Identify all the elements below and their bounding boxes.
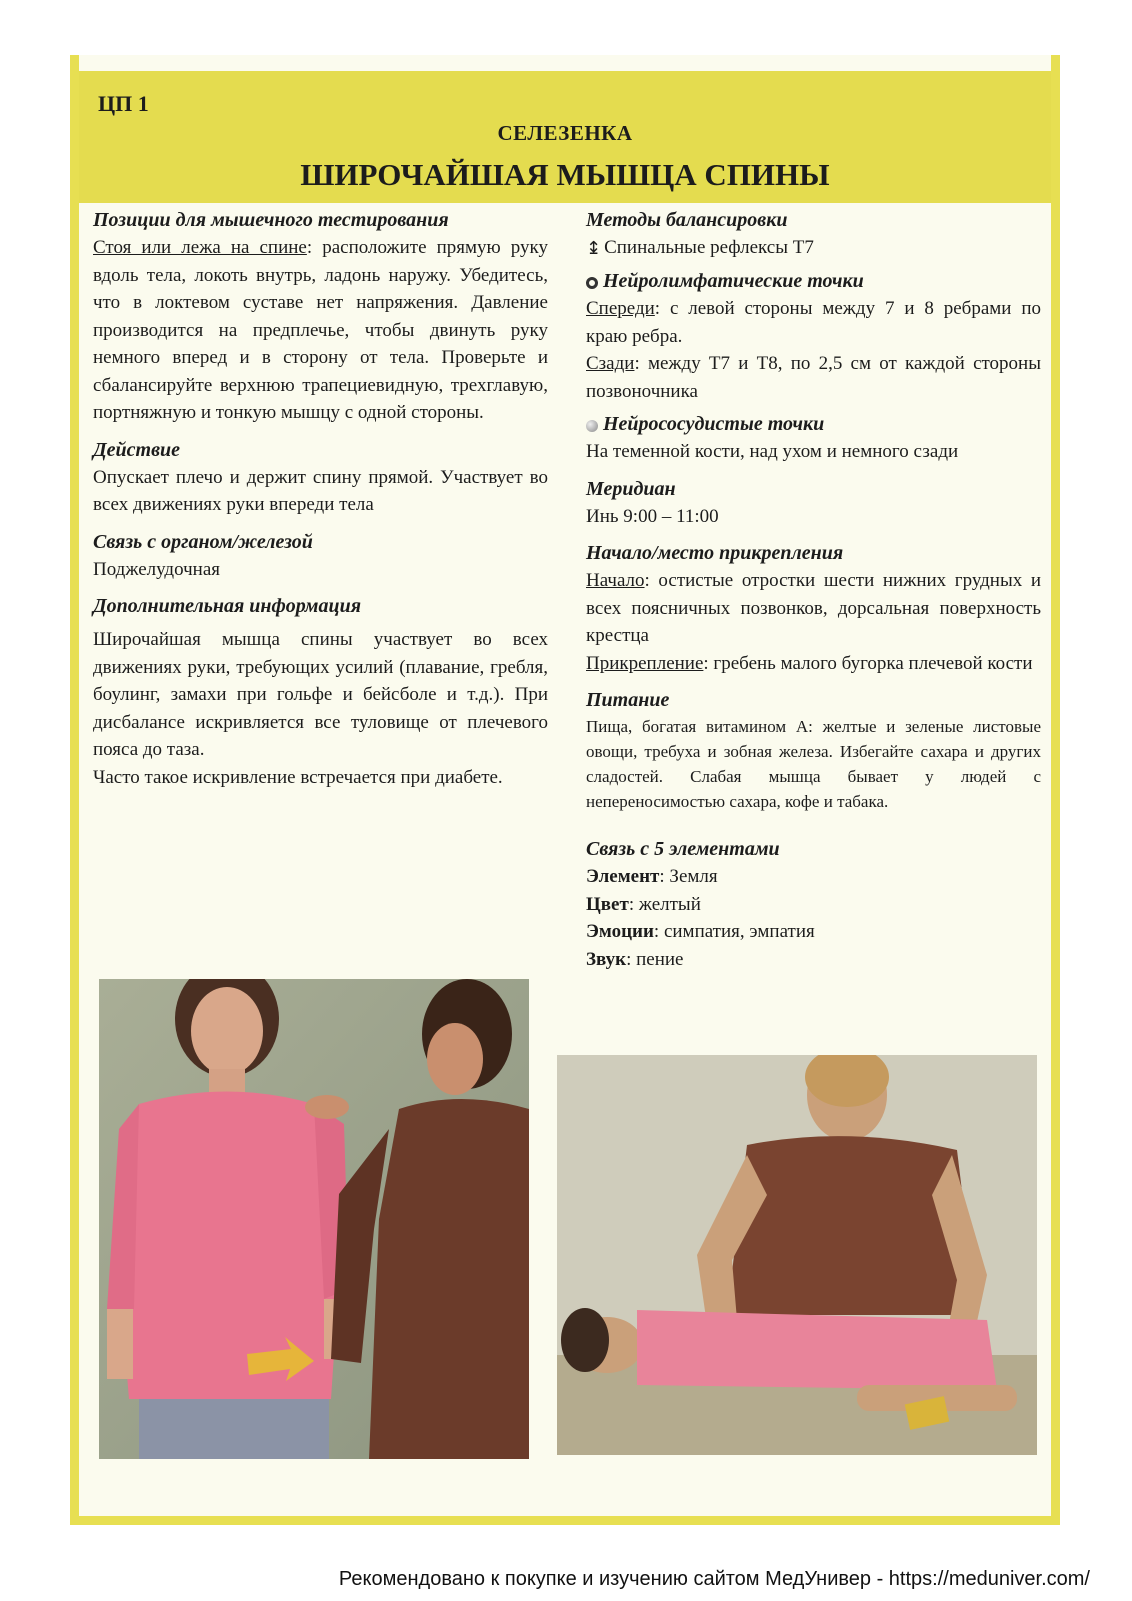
testing-lead: Стоя или лежа на спине [93, 237, 307, 258]
extra-text-2: Часто такое искривление встречается при диабете. [93, 766, 503, 788]
methods-item-text: Спинальные рефлексы Т7 [604, 237, 814, 258]
insertion-label: Прикрепление [586, 652, 704, 674]
testing-text [93, 234, 548, 427]
insertion-text [586, 650, 1041, 678]
emotion-value: : симпатия, эмпатия [653, 921, 815, 943]
elements-heading: Связь с 5 элементами [586, 838, 780, 861]
emotion-label: Эмоции [586, 921, 654, 943]
neurovascular-heading [586, 411, 1041, 438]
left-column [93, 207, 548, 791]
testing-body: : расположите прямую руку вдоль тела, локоть внутрь, ладонь наружу. Убедитесь, что в локтевом суставе нет напряжения. Давление производится на предплечье, чтобы двинуть руку немного вперед и в сторону от тела. Проверьте и сбалансируйте верхнюю трапециевидную, трехглавую, портняжную и тонкую мышцу с одной стороны. [93, 237, 548, 423]
front-text: : с левой стороны между 7 и 8 ребрами по краю ребра. [586, 298, 1041, 347]
origin-heading: Начало/место прикрепления [586, 542, 844, 565]
updown-arrow-icon: ↨ [586, 237, 602, 259]
document-page [70, 55, 1060, 1525]
standing-test-photo [99, 979, 529, 1459]
front-label: Спереди [586, 298, 655, 320]
element-label: Элемент [586, 866, 660, 888]
methods-heading: Методы балансировки [586, 209, 788, 231]
neurovascular-text: На теменной кости, над ухом и немного сзади [586, 441, 959, 463]
color-label: Цвет [586, 893, 629, 915]
muscle-title: ШИРОЧАЙШАЯ МЫШЦА СПИНЫ [300, 157, 830, 192]
ring-icon [586, 277, 598, 289]
color-row [586, 891, 1041, 919]
sound-value: : пение [626, 948, 684, 970]
sound-label: Звук [586, 948, 627, 970]
color-value: : желтый [628, 893, 701, 915]
emotion-row [586, 918, 1041, 946]
testing-heading: Позиции для мышечного тестирования [93, 209, 449, 231]
neurolymph-back [586, 350, 1041, 405]
meridian-heading: Меридиан [586, 477, 676, 500]
neurovascular-title: Нейрососудистые точки [603, 413, 825, 436]
meridian-text: Инь 9:00 – 11:00 [586, 505, 719, 527]
lying-test-illustration [557, 1055, 1037, 1455]
standing-test-illustration [99, 979, 529, 1459]
element-value: : Земля [659, 866, 718, 888]
methods-item [586, 234, 1041, 262]
insertion-body: : гребень малого бугорка плечевой кости [703, 652, 1033, 674]
footer-note: Рекомендовано к покупке и изучению сайтом МедУнивер - https://meduniver.com/ [338, 1568, 1090, 1590]
page-code: ЦП 1 [98, 91, 149, 116]
element-row [586, 863, 1041, 891]
nutrition-text: Пища, богатая витамином А: желтые и зеленые листовые овощи, требуха и зобная железа. Избегайте сахара и других сладостей. Слабая мышца бывает у людей с непереносимостью сахара, кофе и табака. [586, 717, 1041, 812]
sound-row [586, 946, 1041, 974]
right-column [586, 207, 1041, 973]
extra-text-1: Широчайшая мышца спины участвует во всех движениях руки, требующих усилий (плавание, гребля, боулинг, замахи при гольфе и бейсболе и т.д.). При дисбалансе искривляется все туловище от плечевого пояса до таза. [93, 629, 548, 760]
back-label: Сзади [586, 353, 635, 375]
action-heading: Действие [93, 438, 181, 461]
dot-icon [586, 420, 598, 432]
back-text: : между Т7 и Т8, по 2,5 см от каждой стороны позвоночника [586, 353, 1041, 402]
neurolymph-heading [586, 268, 1041, 295]
neurolymph-front [586, 295, 1041, 350]
origin-text [586, 567, 1041, 650]
header-banner [79, 71, 1051, 203]
extra-heading: Дополнительная информация [93, 595, 362, 617]
neurolymph-title: Нейролимфатические точки [603, 270, 864, 293]
nutrition-heading: Питание [586, 689, 670, 712]
action-text: Опускает плечо и держит спину прямой. Участвует во всех движениях руки впереди тела [93, 466, 548, 515]
lying-test-photo [557, 1055, 1037, 1455]
organ-title: СЕЛЕЗЕНКА [497, 121, 633, 145]
organ-link-heading: Связь с органом/железой [93, 530, 313, 553]
origin-body: : остистые отростки шести нижних грудных и всех поясничных позвонков, дорсальная поверхность крестца [586, 570, 1041, 647]
origin-label: Начало [586, 570, 645, 592]
organ-link-text: Поджелудочная [93, 558, 221, 580]
